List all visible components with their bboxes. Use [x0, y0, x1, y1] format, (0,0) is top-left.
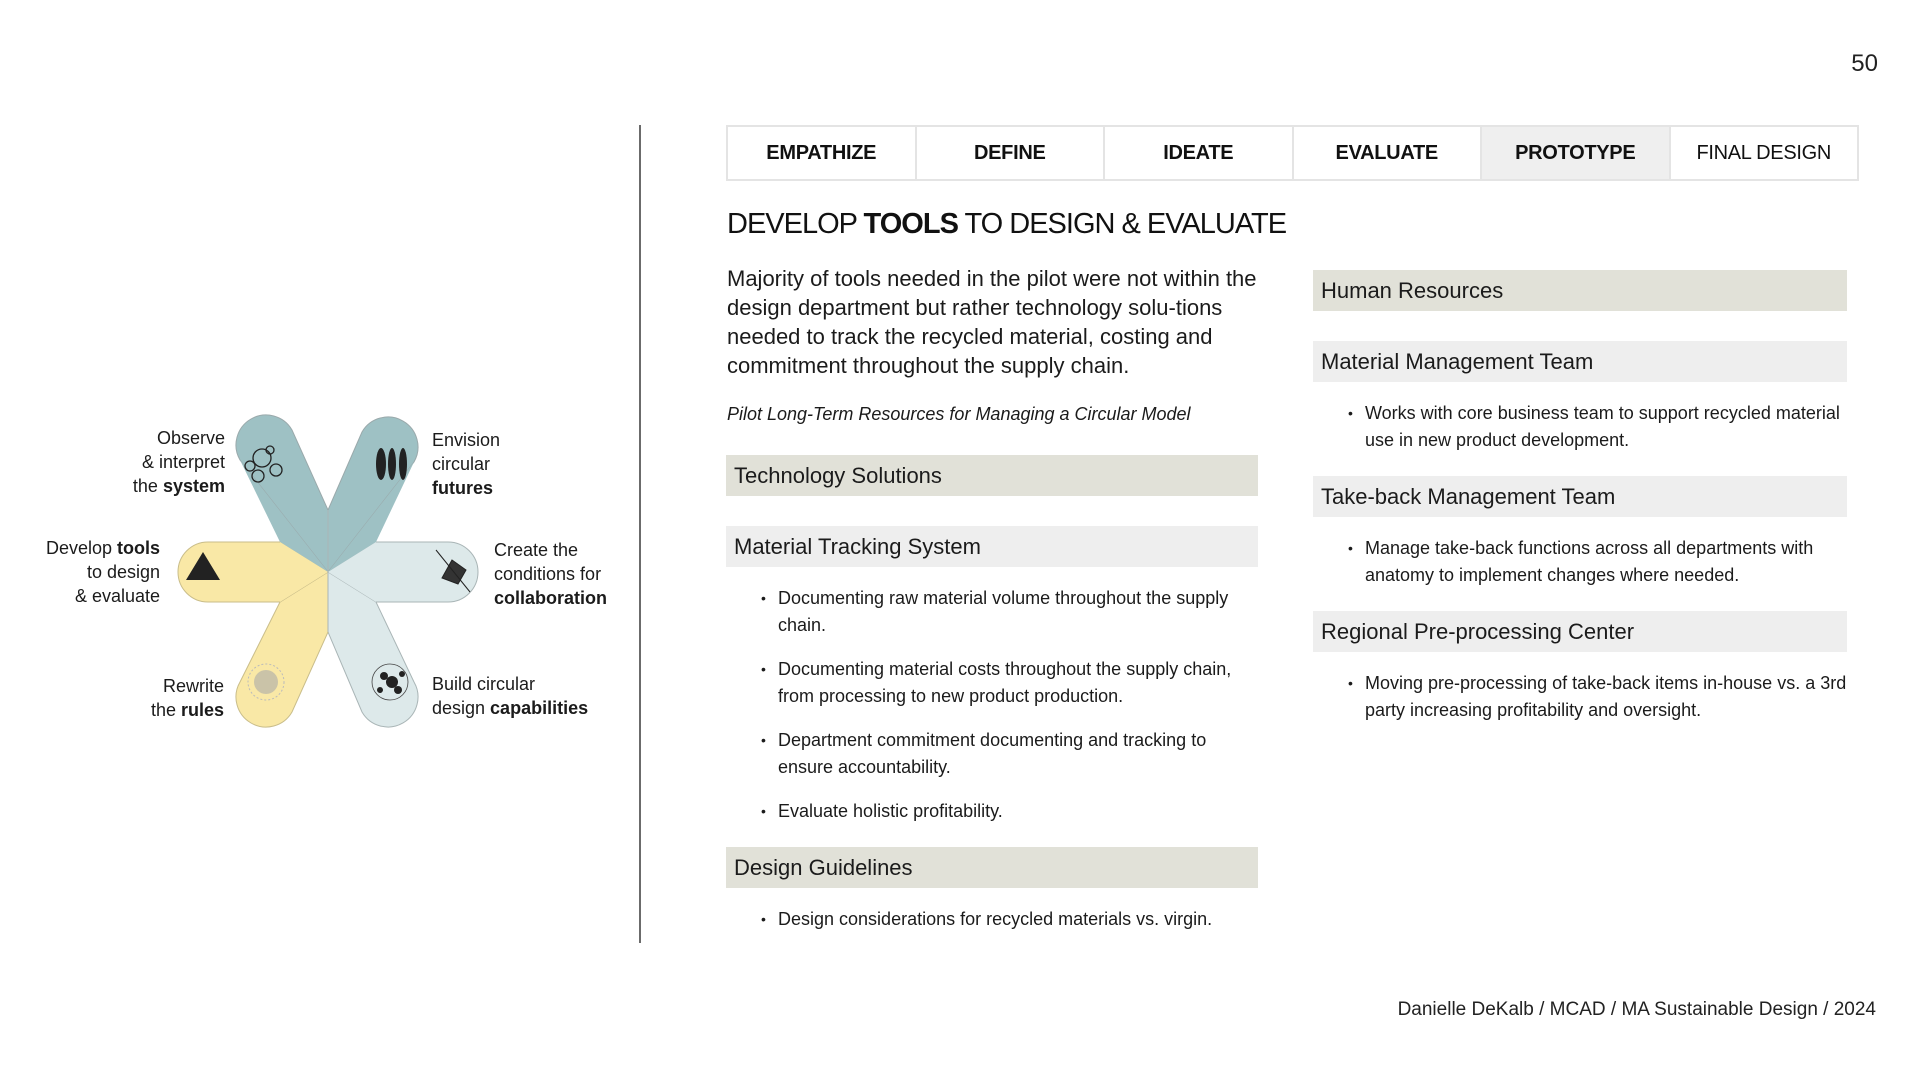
- list-item: • Design considerations for recycled materials vs. virgin.: [778, 906, 1258, 933]
- list-item: • Moving pre-processing of take-back items in-house vs. a 3rd party increasing profitability and oversight.: [1365, 670, 1847, 724]
- vertical-divider: [639, 125, 641, 943]
- section-design-guidelines: Design Guidelines: [726, 847, 1258, 888]
- page-number: 50: [1851, 50, 1878, 77]
- list-item: • Documenting material costs throughout the supply chain, from processing to new product production.: [778, 656, 1258, 710]
- left-column: [726, 455, 1258, 955]
- regional-list: [1313, 670, 1847, 724]
- feathers-icon: [376, 448, 407, 480]
- tab-ideate[interactable]: IDEATE: [1105, 127, 1294, 179]
- section-material-tracking: Material Tracking System: [726, 526, 1258, 567]
- material-tracking-list: [726, 585, 1258, 825]
- list-item: • Documenting raw material volume throughout the supply chain.: [778, 585, 1258, 639]
- label-rules: Rewrite the rules: [150, 676, 224, 720]
- tab-prototype[interactable]: PROTOTYPE: [1482, 127, 1671, 179]
- takeback-list: [1313, 535, 1847, 589]
- design-guidelines-list: [726, 906, 1258, 933]
- label-collaboration: Create the conditions for collaboration: [494, 540, 608, 608]
- tab-evaluate[interactable]: EVALUATE: [1294, 127, 1483, 179]
- list-item: • Works with core business team to support recycled material use in new product development.: [1365, 400, 1847, 454]
- right-column: [1313, 270, 1847, 746]
- section-technology-solutions: Technology Solutions: [726, 455, 1258, 496]
- tab-define[interactable]: DEFINE: [917, 127, 1106, 179]
- subtitle-note: Pilot Long-Term Resources for Managing a Circular Model: [727, 404, 1191, 424]
- label-build: Build circular design capabilities: [432, 674, 589, 718]
- design-process-tabs: [726, 125, 1859, 181]
- section-human-resources: Human Resources: [1313, 270, 1847, 311]
- list-item: • Manage take-back functions across all departments with anatomy to implement changes where needed.: [1365, 535, 1847, 589]
- label-tools: Develop tools to design & evaluate: [45, 538, 160, 606]
- section-material-management: Material Management Team: [1313, 341, 1847, 382]
- circular-design-flower-diagram: [0, 400, 640, 730]
- tab-final-design[interactable]: FINAL DESIGN: [1696, 141, 1832, 164]
- section-regional: Regional Pre-processing Center: [1313, 611, 1847, 652]
- material-management-list: [1313, 400, 1847, 454]
- list-item: • Department commitment documenting and tracking to ensure accountability.: [778, 727, 1258, 781]
- page-title: DEVELOP TOOLS TO DESIGN & EVALUATE: [727, 208, 1287, 240]
- intro-paragraph: Majority of tools needed in the pilot were not within the design department but rather technology solu-tions needed to track the recycled material, costing and commitment throughout the supply chain.: [727, 266, 1257, 378]
- label-observe: Observe & interpret the system: [132, 428, 225, 496]
- tab-empathize[interactable]: EMPATHIZE: [728, 127, 917, 179]
- footer-credit: Danielle DeKalb / MCAD / MA Sustainable Design / 2024: [1397, 999, 1876, 1020]
- list-item: • Evaluate holistic profitability.: [778, 798, 1258, 825]
- label-envision: Envision circular futures: [432, 430, 501, 498]
- section-takeback: Take-back Management Team: [1313, 476, 1847, 517]
